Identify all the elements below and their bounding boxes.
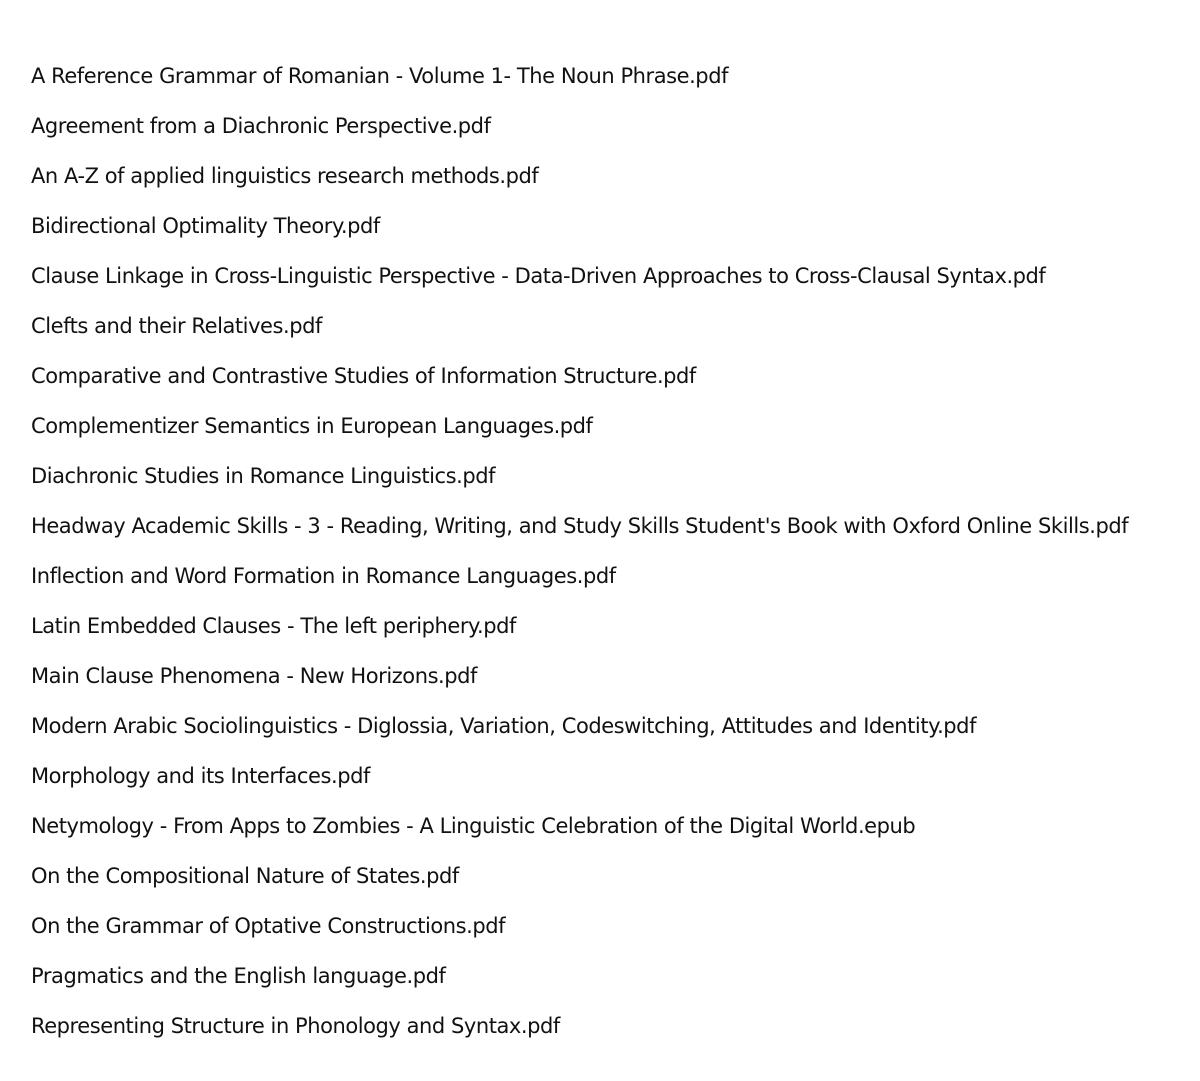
file-name: Clefts and their Relatives.pdf [31,314,322,338]
file-list [31,58,1128,1058]
file-name: Netymology - From Apps to Zombies - A Linguistic Celebration of the Digital World.epub [31,814,916,838]
file-name: An A-Z of applied linguistics research methods.pdf [31,164,539,188]
file-name: Headway Academic Skills - 3 - Reading, Writing, and Study Skills Student's Book with Oxford Online Skills.pdf [31,514,1129,538]
file-name: Modern Arabic Sociolinguistics - Diglossia, Variation, Codeswitching, Attitudes and Identity.pdf [31,714,977,738]
file-name: Inflection and Word Formation in Romance Languages.pdf [31,564,616,588]
file-name: Diachronic Studies in Romance Linguistics.pdf [31,464,496,488]
file-name: Comparative and Contrastive Studies of Information Structure.pdf [31,364,696,388]
file-name: Agreement from a Diachronic Perspective.pdf [31,114,491,138]
file-name: Morphology and its Interfaces.pdf [31,764,370,788]
file-name: Representing Structure in Phonology and Syntax.pdf [31,1014,560,1038]
file-name: Latin Embedded Clauses - The left periphery.pdf [31,614,516,638]
file-name: On the Grammar of Optative Constructions.pdf [31,914,506,938]
file-name: Clause Linkage in Cross-Linguistic Perspective - Data-Driven Approaches to Cross-Clausal Syntax.pdf [31,264,1046,288]
file-name: On the Compositional Nature of States.pdf [31,864,459,888]
file-name: Complementizer Semantics in European Languages.pdf [31,414,593,438]
file-name: Pragmatics and the English language.pdf [31,964,446,988]
file-name: Bidirectional Optimality Theory.pdf [31,214,380,238]
file-name: Main Clause Phenomena - New Horizons.pdf [31,664,477,688]
file-name: A Reference Grammar of Romanian - Volume 1- The Noun Phrase.pdf [31,64,729,88]
